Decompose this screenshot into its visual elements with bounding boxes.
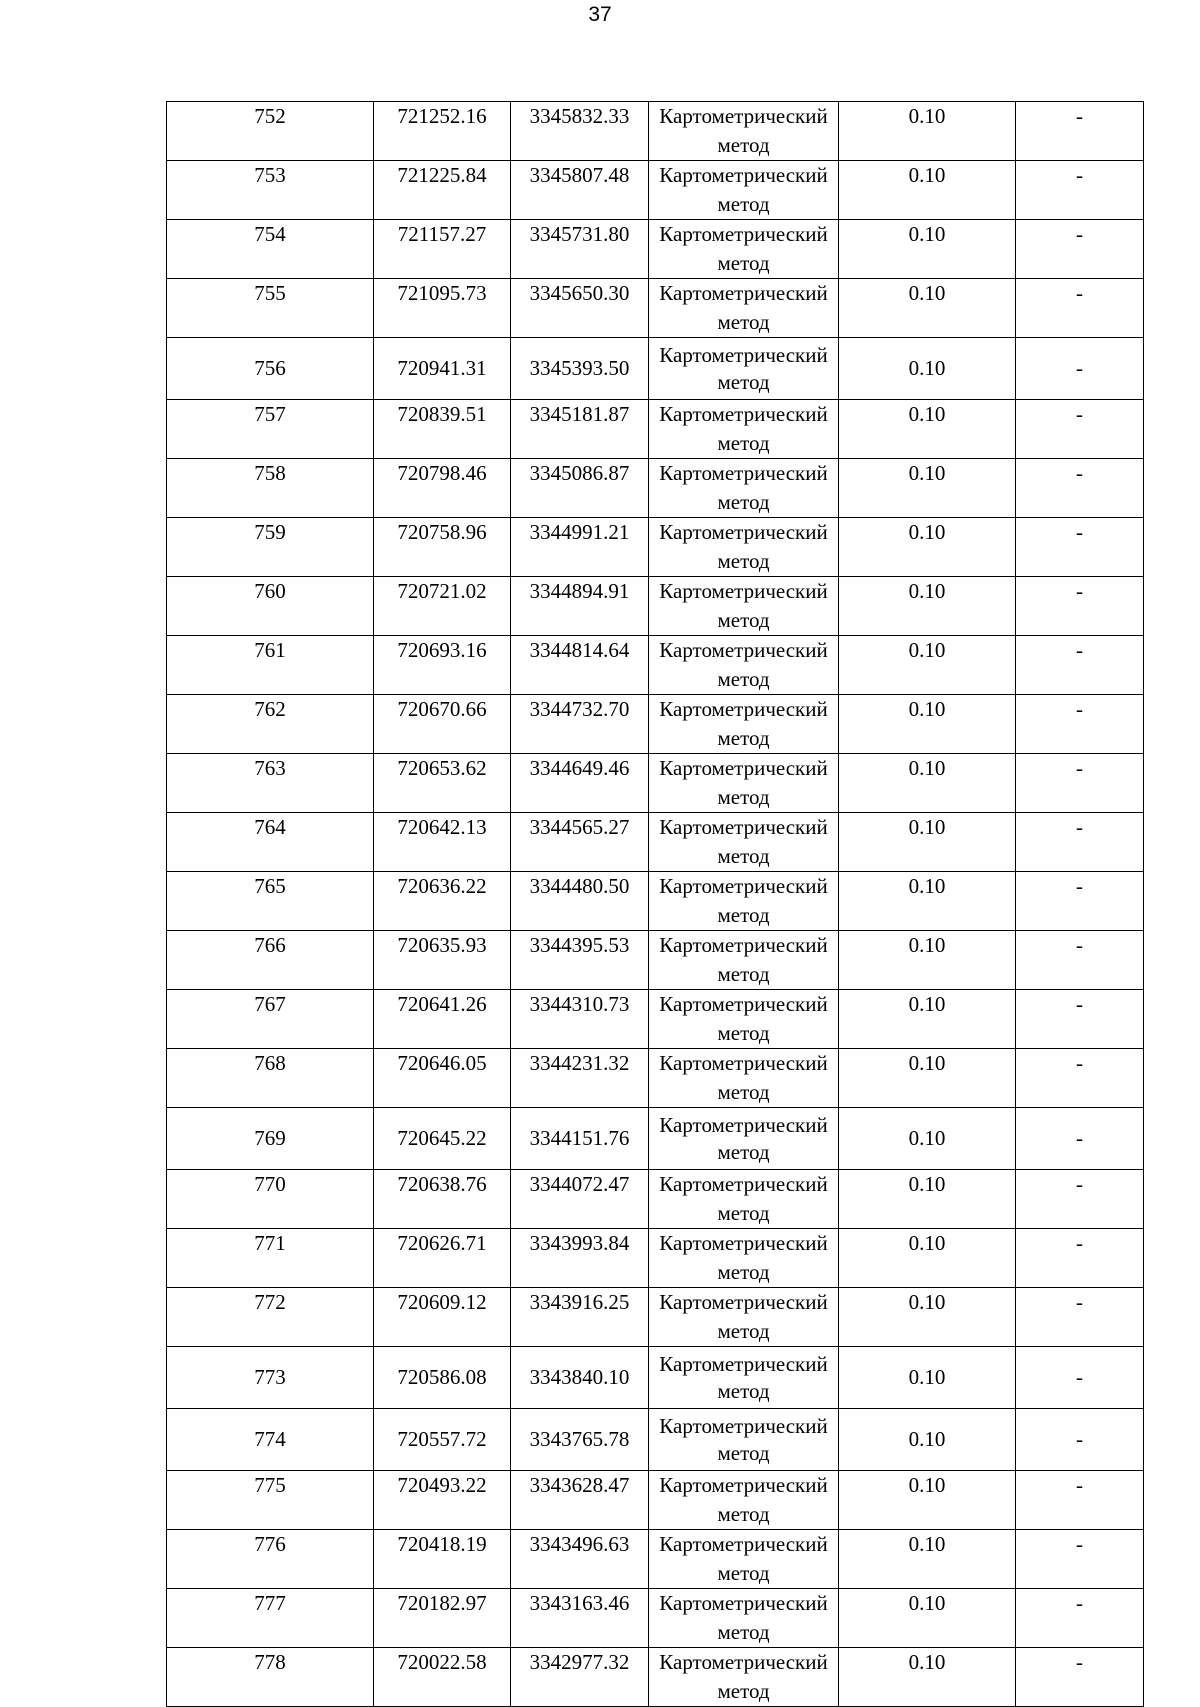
y-coordinate-cell: 3344231.32 — [511, 1049, 649, 1108]
point-number-cell: 766 — [167, 931, 374, 990]
point-number-cell: 764 — [167, 813, 374, 872]
accuracy-cell: 0.10 — [839, 220, 1016, 279]
x-coordinate-cell: 720839.51 — [374, 400, 511, 459]
table-row — [167, 1648, 1144, 1707]
accuracy-cell: 0.10 — [839, 1229, 1016, 1288]
x-coordinate-cell: 720586.08 — [374, 1347, 511, 1409]
table-row — [167, 1471, 1144, 1530]
method-cell — [649, 1170, 839, 1229]
table-row — [167, 1589, 1144, 1648]
method-line-1: Картометрический — [659, 163, 828, 187]
y-coordinate-cell: 3345832.33 — [511, 102, 649, 161]
x-coordinate-cell: 720626.71 — [374, 1229, 511, 1288]
table-row — [167, 990, 1144, 1049]
method-line-2: метод — [717, 1502, 770, 1526]
point-number-cell: 769 — [167, 1108, 374, 1170]
method-cell — [649, 872, 839, 931]
method-line-2: метод — [717, 369, 770, 394]
y-coordinate-cell: 3345393.50 — [511, 338, 649, 400]
x-coordinate-cell: 721252.16 — [374, 102, 511, 161]
method-cell — [649, 102, 839, 161]
method-line-1: Картометрический — [659, 1351, 828, 1376]
point-number-cell: 760 — [167, 577, 374, 636]
point-number-cell: 752 — [167, 102, 374, 161]
method-line-2: метод — [717, 903, 770, 927]
method-line-2: метод — [717, 310, 770, 334]
method-cell — [649, 577, 839, 636]
table-row — [167, 1049, 1144, 1108]
note-cell: - — [1016, 1229, 1144, 1288]
y-coordinate-cell: 3344072.47 — [511, 1170, 649, 1229]
note-cell: - — [1016, 1170, 1144, 1229]
x-coordinate-cell: 720609.12 — [374, 1288, 511, 1347]
y-coordinate-cell: 3345731.80 — [511, 220, 649, 279]
point-number-cell: 765 — [167, 872, 374, 931]
method-line-2: метод — [717, 1021, 770, 1045]
accuracy-cell: 0.10 — [839, 459, 1016, 518]
method-line-2: метод — [717, 1378, 770, 1403]
method-cell — [649, 220, 839, 279]
accuracy-cell: 0.10 — [839, 1108, 1016, 1170]
point-number-cell: 754 — [167, 220, 374, 279]
method-line-1: Картометрический — [659, 815, 828, 839]
note-cell: - — [1016, 813, 1144, 872]
accuracy-cell: 0.10 — [839, 279, 1016, 338]
table-row — [167, 636, 1144, 695]
accuracy-cell: 0.10 — [839, 518, 1016, 577]
method-cell — [649, 754, 839, 813]
method-line-1: Картометрический — [659, 874, 828, 898]
method-line-1: Картометрический — [659, 1231, 828, 1255]
y-coordinate-cell: 3344649.46 — [511, 754, 649, 813]
method-line-1: Картометрический — [659, 342, 828, 367]
method-cell — [649, 813, 839, 872]
accuracy-cell: 0.10 — [839, 872, 1016, 931]
table-row — [167, 400, 1144, 459]
method-cell — [649, 279, 839, 338]
method-line-1: Картометрический — [659, 1591, 828, 1615]
y-coordinate-cell: 3342977.32 — [511, 1648, 649, 1707]
method-line-1: Картометрический — [659, 1290, 828, 1314]
point-number-cell: 763 — [167, 754, 374, 813]
note-cell: - — [1016, 695, 1144, 754]
y-coordinate-cell: 3344480.50 — [511, 872, 649, 931]
method-line-2: метод — [717, 1620, 770, 1644]
method-line-2: метод — [717, 1201, 770, 1225]
x-coordinate-cell: 720642.13 — [374, 813, 511, 872]
point-number-cell: 774 — [167, 1409, 374, 1471]
note-cell: - — [1016, 1409, 1144, 1471]
coordinates-table — [166, 101, 1144, 1707]
method-line-2: метод — [717, 251, 770, 275]
point-number-cell: 778 — [167, 1648, 374, 1707]
method-cell — [649, 459, 839, 518]
accuracy-cell: 0.10 — [839, 1288, 1016, 1347]
table-row — [167, 1108, 1144, 1170]
table-row — [167, 1288, 1144, 1347]
note-cell: - — [1016, 1347, 1144, 1409]
table-row — [167, 518, 1144, 577]
method-line-1: Картометрический — [659, 1172, 828, 1196]
method-line-2: метод — [717, 490, 770, 514]
table-row — [167, 931, 1144, 990]
method-cell — [649, 338, 839, 400]
method-line-2: метод — [717, 1679, 770, 1703]
accuracy-cell: 0.10 — [839, 1471, 1016, 1530]
y-coordinate-cell: 3345807.48 — [511, 161, 649, 220]
method-line-2: метод — [717, 431, 770, 455]
method-line-2: метод — [717, 133, 770, 157]
method-cell — [649, 518, 839, 577]
method-line-1: Картометрический — [659, 638, 828, 662]
method-line-2: метод — [717, 1440, 770, 1465]
x-coordinate-cell: 721225.84 — [374, 161, 511, 220]
x-coordinate-cell: 720418.19 — [374, 1530, 511, 1589]
y-coordinate-cell: 3344894.91 — [511, 577, 649, 636]
table-row — [167, 459, 1144, 518]
method-cell — [649, 1409, 839, 1471]
note-cell: - — [1016, 518, 1144, 577]
y-coordinate-cell: 3344991.21 — [511, 518, 649, 577]
y-coordinate-cell: 3343840.10 — [511, 1347, 649, 1409]
accuracy-cell: 0.10 — [839, 1170, 1016, 1229]
x-coordinate-cell: 720646.05 — [374, 1049, 511, 1108]
note-cell: - — [1016, 161, 1144, 220]
method-line-1: Картометрический — [659, 520, 828, 544]
method-cell — [649, 1288, 839, 1347]
method-line-2: метод — [717, 962, 770, 986]
point-number-cell: 757 — [167, 400, 374, 459]
accuracy-cell: 0.10 — [839, 1347, 1016, 1409]
method-cell — [649, 1471, 839, 1530]
table-row — [167, 1530, 1144, 1589]
point-number-cell: 768 — [167, 1049, 374, 1108]
y-coordinate-cell: 3345086.87 — [511, 459, 649, 518]
accuracy-cell: 0.10 — [839, 636, 1016, 695]
accuracy-cell: 0.10 — [839, 695, 1016, 754]
point-number-cell: 767 — [167, 990, 374, 1049]
method-cell — [649, 1049, 839, 1108]
note-cell: - — [1016, 279, 1144, 338]
page-number: 37 — [588, 3, 612, 26]
method-line-1: Картометрический — [659, 222, 828, 246]
point-number-cell: 771 — [167, 1229, 374, 1288]
point-number-cell: 770 — [167, 1170, 374, 1229]
method-cell — [649, 1530, 839, 1589]
y-coordinate-cell: 3345650.30 — [511, 279, 649, 338]
y-coordinate-cell: 3343765.78 — [511, 1409, 649, 1471]
method-cell — [649, 990, 839, 1049]
x-coordinate-cell: 720693.16 — [374, 636, 511, 695]
x-coordinate-cell: 720641.26 — [374, 990, 511, 1049]
method-line-1: Картометрический — [659, 1112, 828, 1137]
method-line-1: Картометрический — [659, 1051, 828, 1075]
x-coordinate-cell: 720182.97 — [374, 1589, 511, 1648]
table-row — [167, 695, 1144, 754]
accuracy-cell: 0.10 — [839, 577, 1016, 636]
accuracy-cell: 0.10 — [839, 1049, 1016, 1108]
point-number-cell: 756 — [167, 338, 374, 400]
method-line-1: Картометрический — [659, 1473, 828, 1497]
point-number-cell: 772 — [167, 1288, 374, 1347]
x-coordinate-cell: 720638.76 — [374, 1170, 511, 1229]
y-coordinate-cell: 3344151.76 — [511, 1108, 649, 1170]
accuracy-cell: 0.10 — [839, 161, 1016, 220]
table-row — [167, 102, 1144, 161]
method-line-1: Картометрический — [659, 461, 828, 485]
method-line-1: Картометрический — [659, 1532, 828, 1556]
method-line-1: Картометрический — [659, 697, 828, 721]
note-cell: - — [1016, 990, 1144, 1049]
x-coordinate-cell: 720758.96 — [374, 518, 511, 577]
table-row — [167, 161, 1144, 220]
accuracy-cell: 0.10 — [839, 931, 1016, 990]
y-coordinate-cell: 3344565.27 — [511, 813, 649, 872]
note-cell: - — [1016, 400, 1144, 459]
method-line-2: метод — [717, 192, 770, 216]
y-coordinate-cell: 3344814.64 — [511, 636, 649, 695]
y-coordinate-cell: 3343496.63 — [511, 1530, 649, 1589]
x-coordinate-cell: 720636.22 — [374, 872, 511, 931]
table-row — [167, 813, 1144, 872]
x-coordinate-cell: 720941.31 — [374, 338, 511, 400]
x-coordinate-cell: 720721.02 — [374, 577, 511, 636]
method-line-1: Картометрический — [659, 104, 828, 128]
method-line-1: Картометрический — [659, 992, 828, 1016]
accuracy-cell: 0.10 — [839, 1648, 1016, 1707]
table-row — [167, 577, 1144, 636]
method-line-1: Картометрический — [659, 756, 828, 780]
accuracy-cell: 0.10 — [839, 990, 1016, 1049]
method-cell — [649, 1589, 839, 1648]
method-line-2: метод — [717, 1139, 770, 1164]
accuracy-cell: 0.10 — [839, 102, 1016, 161]
note-cell: - — [1016, 459, 1144, 518]
point-number-cell: 753 — [167, 161, 374, 220]
x-coordinate-cell: 720645.22 — [374, 1108, 511, 1170]
accuracy-cell: 0.10 — [839, 1589, 1016, 1648]
note-cell: - — [1016, 872, 1144, 931]
accuracy-cell: 0.10 — [839, 754, 1016, 813]
x-coordinate-cell: 720557.72 — [374, 1409, 511, 1471]
y-coordinate-cell: 3344732.70 — [511, 695, 649, 754]
point-number-cell: 773 — [167, 1347, 374, 1409]
method-cell — [649, 1648, 839, 1707]
point-number-cell: 755 — [167, 279, 374, 338]
method-cell — [649, 695, 839, 754]
note-cell: - — [1016, 1530, 1144, 1589]
accuracy-cell: 0.10 — [839, 813, 1016, 872]
table-row — [167, 754, 1144, 813]
method-line-2: метод — [717, 844, 770, 868]
accuracy-cell: 0.10 — [839, 1409, 1016, 1471]
table-row — [167, 220, 1144, 279]
x-coordinate-cell: 720653.62 — [374, 754, 511, 813]
point-number-cell: 762 — [167, 695, 374, 754]
point-number-cell: 777 — [167, 1589, 374, 1648]
method-line-2: метод — [717, 785, 770, 809]
x-coordinate-cell: 720670.66 — [374, 695, 511, 754]
note-cell: - — [1016, 220, 1144, 279]
point-number-cell: 775 — [167, 1471, 374, 1530]
method-cell — [649, 1347, 839, 1409]
y-coordinate-cell: 3343916.25 — [511, 1288, 649, 1347]
method-line-2: метод — [717, 1319, 770, 1343]
y-coordinate-cell: 3344310.73 — [511, 990, 649, 1049]
table-row — [167, 1347, 1144, 1409]
note-cell: - — [1016, 338, 1144, 400]
y-coordinate-cell: 3343163.46 — [511, 1589, 649, 1648]
method-cell — [649, 400, 839, 459]
method-line-1: Картометрический — [659, 933, 828, 957]
method-line-1: Картометрический — [659, 1413, 828, 1438]
point-number-cell: 761 — [167, 636, 374, 695]
method-line-2: метод — [717, 726, 770, 750]
note-cell: - — [1016, 636, 1144, 695]
accuracy-cell: 0.10 — [839, 400, 1016, 459]
method-line-2: метод — [717, 1260, 770, 1284]
note-cell: - — [1016, 1471, 1144, 1530]
accuracy-cell: 0.10 — [839, 338, 1016, 400]
table-row — [167, 1170, 1144, 1229]
method-cell — [649, 161, 839, 220]
point-number-cell: 776 — [167, 1530, 374, 1589]
note-cell: - — [1016, 1108, 1144, 1170]
method-line-2: метод — [717, 1080, 770, 1104]
x-coordinate-cell: 720493.22 — [374, 1471, 511, 1530]
method-line-1: Картометрический — [659, 579, 828, 603]
note-cell: - — [1016, 1049, 1144, 1108]
table-row — [167, 1409, 1144, 1471]
x-coordinate-cell: 720022.58 — [374, 1648, 511, 1707]
note-cell: - — [1016, 931, 1144, 990]
note-cell: - — [1016, 1288, 1144, 1347]
coordinates-table-body — [167, 102, 1144, 1707]
note-cell: - — [1016, 1589, 1144, 1648]
method-line-1: Картометрический — [659, 1650, 828, 1674]
method-line-2: метод — [717, 549, 770, 573]
table-row — [167, 338, 1144, 400]
method-cell — [649, 931, 839, 990]
y-coordinate-cell: 3344395.53 — [511, 931, 649, 990]
table-row — [167, 1229, 1144, 1288]
point-number-cell: 758 — [167, 459, 374, 518]
y-coordinate-cell: 3343993.84 — [511, 1229, 649, 1288]
x-coordinate-cell: 720798.46 — [374, 459, 511, 518]
y-coordinate-cell: 3345181.87 — [511, 400, 649, 459]
point-number-cell: 759 — [167, 518, 374, 577]
x-coordinate-cell: 721095.73 — [374, 279, 511, 338]
method-line-1: Картометрический — [659, 281, 828, 305]
accuracy-cell: 0.10 — [839, 1530, 1016, 1589]
note-cell: - — [1016, 102, 1144, 161]
note-cell: - — [1016, 1648, 1144, 1707]
x-coordinate-cell: 720635.93 — [374, 931, 511, 990]
method-cell — [649, 1229, 839, 1288]
note-cell: - — [1016, 577, 1144, 636]
note-cell: - — [1016, 754, 1144, 813]
method-line-2: метод — [717, 1561, 770, 1585]
y-coordinate-cell: 3343628.47 — [511, 1471, 649, 1530]
table-row — [167, 279, 1144, 338]
method-line-2: метод — [717, 667, 770, 691]
x-coordinate-cell: 721157.27 — [374, 220, 511, 279]
table-row — [167, 872, 1144, 931]
method-line-2: метод — [717, 608, 770, 632]
method-cell — [649, 636, 839, 695]
method-line-1: Картометрический — [659, 402, 828, 426]
method-cell — [649, 1108, 839, 1170]
